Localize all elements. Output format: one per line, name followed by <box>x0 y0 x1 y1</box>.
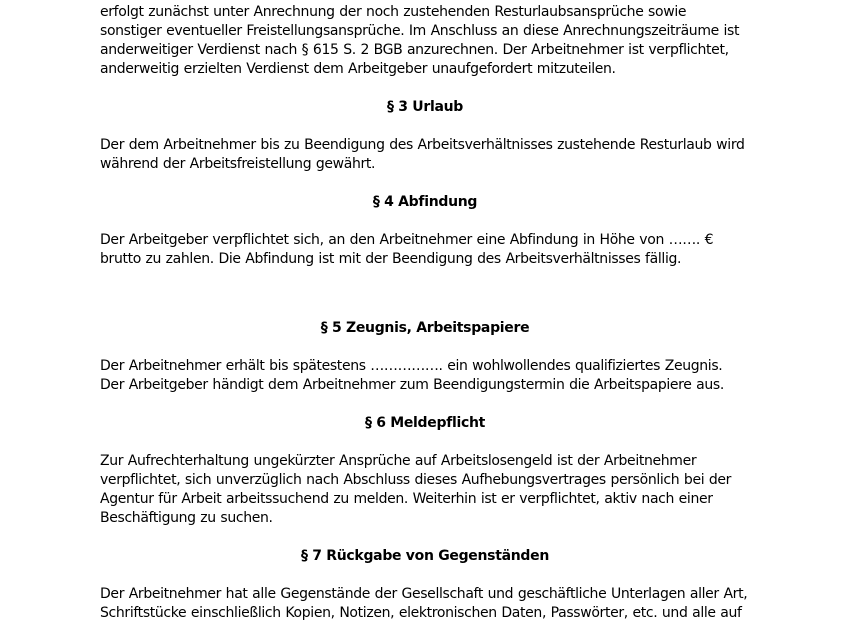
section-heading-urlaub: § 3 Urlaub <box>387 99 463 115</box>
section-heading-meldepflicht: § 6 Meldepflicht <box>364 415 486 431</box>
document-body <box>100 0 750 623</box>
section-heading-zeugnis: § 5 Zeugnis, Arbeitspapiere <box>320 320 530 336</box>
spacer <box>100 117 750 136</box>
spacer <box>100 79 750 98</box>
spacer <box>100 395 750 414</box>
section-body-urlaub: Der dem Arbeitnehmer bis zu Beendigung des Arbeitsverhältnisses zustehende Resturlaub wird während der Arbeitsfreistellung gewährt. <box>100 137 745 172</box>
section-body-zeugnis: Der Arbeitnehmer erhält bis spätestens ……………. ein wohlwollendes qualifiziertes Zeugnis. Der Arbeitgeber händigt dem Arbeitnehmer zum Beendigungstermin die Arbeitspapiere aus. <box>100 358 724 393</box>
spacer <box>100 212 750 231</box>
spacer <box>100 566 750 585</box>
intro-paragraph: erfolgt zunächst unter Anrechnung der noch zustehenden Resturlaubsansprüche sowie sonstiger eventueller Freistellungsansprüche. Im Anschluss an diese Anrechnungszeiträume ist anderweitiger Verdienst nach § 615 S. 2 BGB anzurechnen. Der Arbeitnehmer ist verpflichtet, anderweitig erzielten Verdienst dem Arbeitgeber unaufgefordert mitzuteilen. <box>100 4 740 77</box>
spacer <box>100 338 750 357</box>
spacer <box>100 433 750 452</box>
spacer <box>100 174 750 193</box>
section-heading-rueckgabe: § 7 Rückgabe von Gegenständen <box>301 548 549 564</box>
spacer <box>100 528 750 547</box>
section-body-meldepflicht: Zur Aufrechterhaltung ungekürzter Ansprüche auf Arbeitslosengeld ist der Arbeitnehmer verpflichtet, sich unverzüglich nach Abschluss dieses Aufhebungsvertrages persönlich bei der Agentur für Arbeit arbeitssuchend zu melden. Weiterhin ist er verpflichtet, aktiv nach einer Beschäftigung zu suchen. <box>100 453 732 526</box>
section-heading-abfindung: § 4 Abfindung <box>372 194 478 210</box>
section-body-rueckgabe: Der Arbeitnehmer hat alle Gegenstände der Gesellschaft und geschäftliche Unterlagen aller Art, Schriftstücke einschließlich Kopien, Notizen, elektronischen Daten, Passwörter, etc. und alle auf <box>100 586 748 621</box>
section-body-abfindung: Der Arbeitgeber verpflichtet sich, an den Arbeitnehmer eine Abfindung in Höhe von ……. € brutto zu zahlen. Die Abfindung ist mit der Beendigung des Arbeitsverhältnisses fällig. <box>100 232 714 267</box>
spacer <box>100 269 750 319</box>
